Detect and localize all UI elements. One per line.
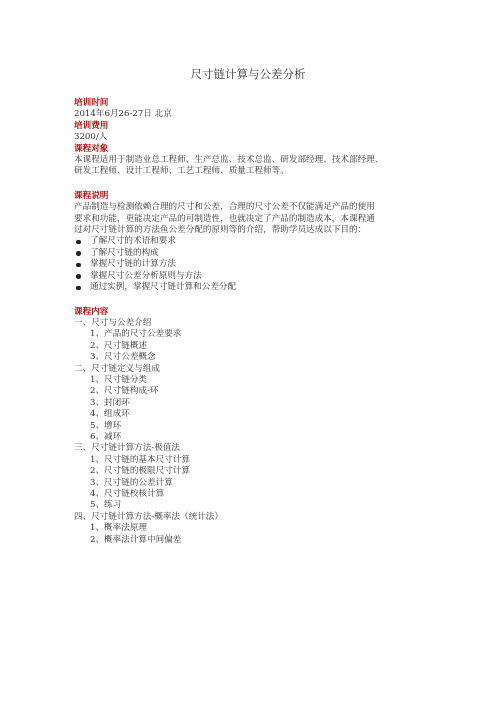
audience-line: 本课程适用于制造业总工程师、生产总监、技术总监、研发部经理、技术部经理、: [74, 155, 384, 166]
section-item: 5、增环: [90, 420, 122, 431]
audience-heading: 课程对象: [74, 143, 109, 154]
description-line: 要求和功能，更能决定产品的可制造性，也就决定了产品的制造成本，本课程通: [74, 213, 375, 224]
section-item: 2、尺寸链构成-环: [90, 386, 159, 397]
training-fee-heading: 培训费用: [74, 120, 109, 131]
section-title: 二、尺寸链定义与组成: [74, 363, 160, 374]
bullet-icon: [76, 263, 81, 268]
goals-list: [74, 236, 434, 293]
description-line: 产品制造与检测依赖合理的尺寸和公差，合理的尺寸公差不仅能满足产品的使用: [74, 202, 375, 213]
section-item: 3、封闭环: [90, 397, 130, 408]
goal-item: 了解尺寸的术语和要求: [74, 236, 434, 247]
goal-item: 掌握尺寸链的计算方法: [74, 259, 434, 270]
section-item: 6、减环: [90, 431, 122, 442]
description-line: 过对尺寸链计算的方法鱼公差分配的原则等的介绍，帮助学员达成以下目的：: [74, 225, 367, 236]
training-time-value: 2014年6月26-27日 北京: [74, 109, 172, 120]
section-item: 2、尺寸链概述: [90, 340, 148, 351]
section-item: 4、尺寸链校核计算: [90, 489, 165, 499]
section-title: 四、尺寸链计算方法-概率法（统计法）: [74, 511, 223, 522]
section-item: 5、练习: [90, 500, 122, 511]
audience-line: 研发工程师、设计工程师、工艺工程师、质量工程师等。: [74, 166, 289, 177]
goal-item: 通过实例，掌握尺寸链计算和公差分配: [74, 282, 434, 293]
training-time-heading: 培训时间: [74, 98, 109, 108]
content-body: [74, 98, 434, 546]
bullet-icon: [76, 251, 81, 256]
section-item: 1、产品的尺寸公差要求: [90, 329, 182, 340]
section-item: 2、尺寸链的极限尺寸计算: [90, 466, 190, 477]
section-item: 1、概率法原理: [90, 523, 148, 534]
description-heading: 课程说明: [74, 190, 109, 201]
contents-heading: 课程内容: [74, 306, 109, 317]
section-item: 2、概率法计算中间偏差: [90, 534, 182, 545]
bullet-icon: [76, 286, 81, 291]
section-item: 4、组成环: [90, 409, 130, 420]
section-item: 3、尺寸链的公差计算: [90, 477, 173, 488]
bullet-icon: [76, 240, 81, 245]
section-item: 1、尺寸链的基本尺寸计算: [90, 454, 190, 465]
training-fee-value: 3200/人: [74, 132, 108, 143]
goal-item: 了解尺寸链的构成: [74, 248, 434, 259]
page-title: 尺寸链计算与公差分析: [190, 67, 306, 81]
section-title: 三、尺寸链计算方法-极值法: [74, 443, 181, 454]
goal-item: 掌握尺寸公差分析原则与方法: [74, 271, 434, 282]
section-item: 3、尺寸公差概念: [90, 352, 156, 363]
bullet-icon: [76, 274, 81, 279]
section-item: 1、尺寸链分类: [90, 374, 148, 385]
section-title: 一、尺寸与公差介绍: [74, 317, 152, 328]
